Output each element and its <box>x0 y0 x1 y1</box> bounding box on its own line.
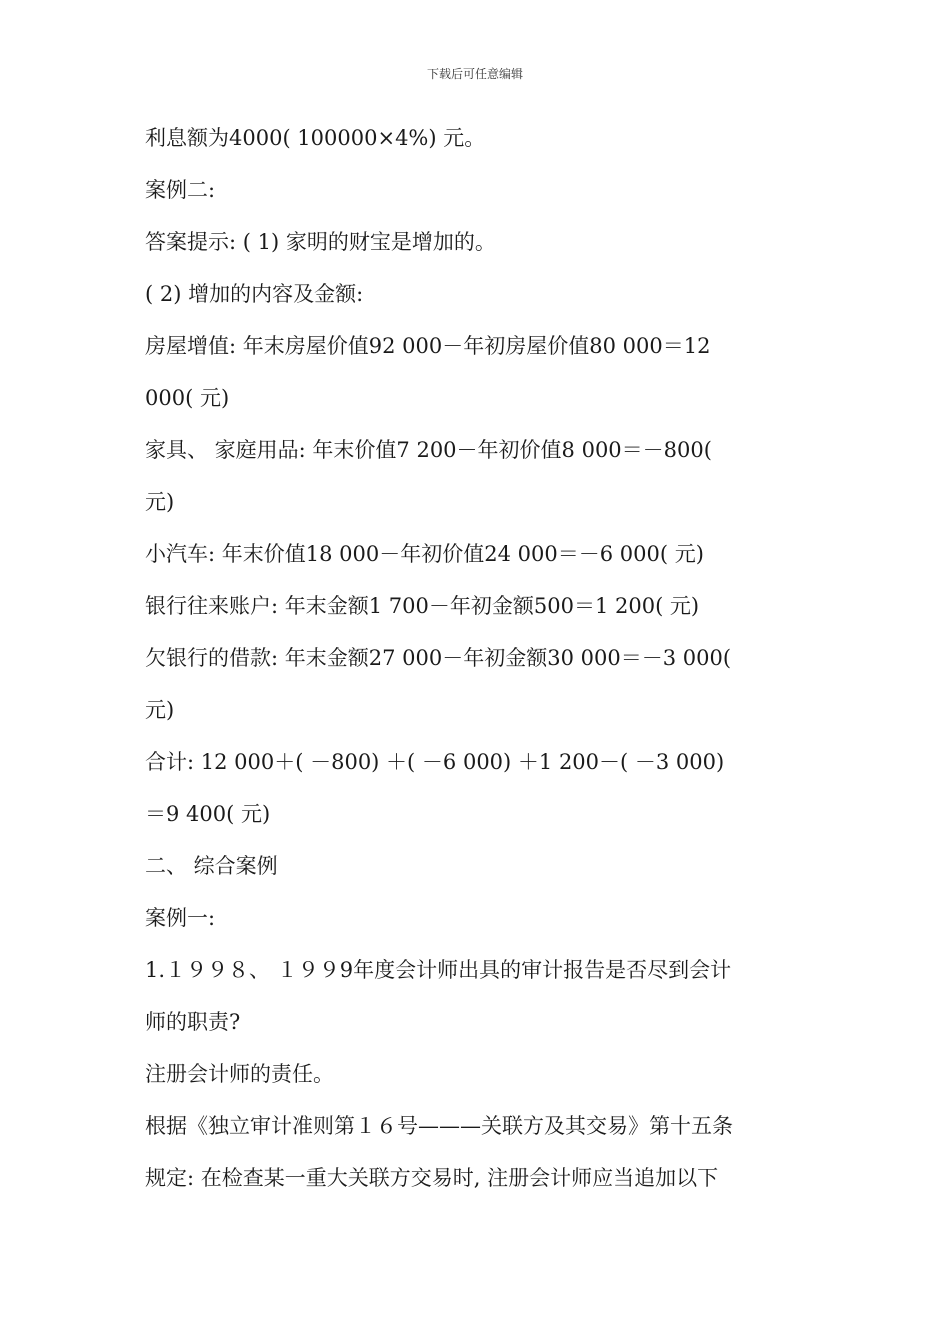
document-body <box>145 112 807 1204</box>
page-header: 下载后可任意编辑 <box>426 67 523 81</box>
text-line: 案例二: <box>145 178 216 202</box>
text-line: ＝9 400( 元) <box>145 802 271 826</box>
text-line: 根据《独立审计准则第１６号———关联方及其交易》第十五条 <box>145 1114 733 1138</box>
text-line: 答案提示: ( 1) 家明的财宝是增加的。 <box>145 230 496 254</box>
section-heading: 二、 综合案例 <box>145 854 278 878</box>
text-line: 利息额为4000( 100000×4%) 元。 <box>145 126 486 150</box>
text-line: 元) <box>145 490 175 514</box>
text-line: 家具、 家庭用品: 年末价值7 200－年初价值8 000＝－800( <box>145 438 712 462</box>
text-line: 规定: 在检查某一重大关联方交易时, 注册会计师应当追加以下 <box>145 1166 719 1190</box>
text-line: 000( 元) <box>145 386 230 410</box>
text-line: 注册会计师的责任。 <box>145 1062 334 1086</box>
text-line: 银行往来账户: 年末金额1 700－年初金额500＝1 200( 元) <box>145 594 700 618</box>
text-line: 小汽车: 年末价值18 000－年初价值24 000＝－6 000( 元) <box>145 542 704 566</box>
text-line: 元) <box>145 698 175 722</box>
text-line: 师的职责? <box>145 1010 241 1034</box>
text-line: 房屋增值: 年末房屋价值92 000－年初房屋价值80 000＝12 <box>145 334 711 358</box>
text-line: 合计: 12 000＋( －800) ＋( －6 000) ＋1 200－( －3 000) <box>145 750 725 774</box>
text-line: 1.１９９８、 １９９9年度会计师出具的审计报告是否尽到会计 <box>145 958 732 982</box>
text-line: 欠银行的借款: 年末金额27 000－年初金额30 000＝－3 000( <box>145 646 732 670</box>
text-line: ( 2) 增加的内容及金额: <box>145 282 364 306</box>
text-line: 案例一: <box>145 906 216 930</box>
